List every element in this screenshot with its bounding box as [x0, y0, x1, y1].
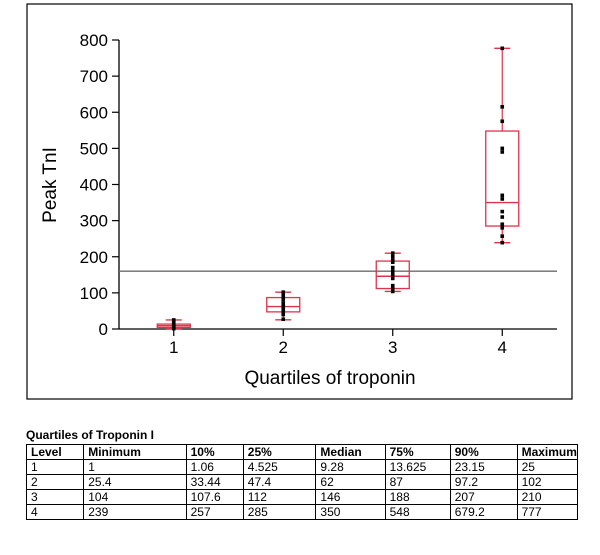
data-point — [500, 234, 504, 238]
y-tick-label: 100 — [79, 283, 108, 303]
table-cell: 25.4 — [84, 475, 186, 490]
y-axis-label: Peak TnI — [40, 147, 61, 223]
data-point — [500, 147, 504, 151]
data-point — [281, 317, 285, 321]
table-cell: 1 — [27, 460, 84, 475]
data-point — [391, 259, 395, 263]
table-cell: 33.44 — [186, 475, 243, 490]
header-cell: Level — [27, 445, 84, 460]
table-row — [27, 475, 578, 490]
table-cell: 87 — [385, 475, 450, 490]
data-point — [391, 251, 395, 255]
table-cell: 107.6 — [186, 490, 243, 505]
data-point — [391, 266, 395, 270]
x-tick-label: 1 — [169, 338, 179, 357]
table-header-row — [27, 445, 578, 460]
table-cell: 104 — [84, 490, 186, 505]
data-point — [500, 194, 504, 198]
table-cell: 1 — [84, 460, 186, 475]
table-row — [27, 460, 578, 475]
chart-frame — [27, 4, 572, 399]
table-cell: 9.28 — [316, 460, 385, 475]
table-cell: 146 — [316, 490, 385, 505]
quartiles-table — [26, 444, 578, 520]
header-cell: 10% — [186, 445, 243, 460]
table-cell: 207 — [450, 490, 517, 505]
data-point — [500, 119, 504, 123]
data-point — [391, 269, 395, 273]
table-cell: 777 — [517, 505, 577, 520]
table-row — [27, 505, 578, 520]
table-cell: 210 — [517, 490, 577, 505]
x-tick-label: 4 — [497, 338, 507, 357]
table-cell: 1.06 — [186, 460, 243, 475]
table-title: Quartiles of Troponin I — [26, 428, 155, 442]
table-cell: 62 — [316, 475, 385, 490]
header-cell: 75% — [385, 445, 450, 460]
header-cell: Maximum — [517, 445, 577, 460]
table-cell: 257 — [186, 505, 243, 520]
table-cell: 679.2 — [450, 505, 517, 520]
y-tick-label: 600 — [79, 103, 108, 123]
x-axis-label: Quartiles of troponin — [244, 368, 416, 389]
data-point — [281, 302, 285, 306]
header-cell: Minimum — [84, 445, 186, 460]
table-cell: 4 — [27, 505, 84, 520]
table-cell: 3 — [27, 490, 84, 505]
table-row — [27, 490, 578, 505]
table-cell: 23.15 — [450, 460, 517, 475]
table-cell: 97.2 — [450, 475, 517, 490]
data-point — [500, 222, 504, 226]
data-point — [500, 47, 504, 51]
data-point — [500, 105, 504, 109]
table-cell: 239 — [84, 505, 186, 520]
data-point — [500, 241, 504, 245]
data-point — [391, 284, 395, 288]
table-cell: 25 — [517, 460, 577, 475]
y-tick-label: 800 — [79, 31, 108, 50]
data-point — [391, 255, 395, 259]
table-cell: 2 — [27, 475, 84, 490]
table-cell: 4.525 — [243, 460, 316, 475]
table-cell: 13.625 — [385, 460, 450, 475]
x-tick-label: 2 — [278, 338, 288, 357]
header-cell: 90% — [450, 445, 517, 460]
y-tick-label: 500 — [79, 139, 108, 159]
table-cell: 47.4 — [243, 475, 316, 490]
y-tick-label: 200 — [79, 247, 108, 267]
data-point — [500, 150, 504, 154]
data-point — [500, 226, 504, 230]
y-tick-label: 700 — [79, 67, 108, 87]
data-point — [391, 277, 395, 281]
data-point — [281, 290, 285, 294]
y-tick-label: 0 — [98, 320, 108, 339]
table-cell: 188 — [385, 490, 450, 505]
table-cell: 102 — [517, 475, 577, 490]
x-tick-label: 3 — [388, 338, 398, 357]
y-tick-label: 300 — [79, 211, 108, 231]
data-point — [391, 273, 395, 277]
table-cell: 112 — [243, 490, 316, 505]
data-point — [500, 197, 504, 201]
data-point — [500, 210, 504, 214]
table-cell: 285 — [243, 505, 316, 520]
y-tick-label: 400 — [79, 175, 108, 195]
data-point — [500, 215, 504, 219]
table-cell: 350 — [316, 505, 385, 520]
header-cell: 25% — [243, 445, 316, 460]
table-cell: 548 — [385, 505, 450, 520]
header-cell: Median — [316, 445, 385, 460]
data-point — [172, 318, 176, 322]
